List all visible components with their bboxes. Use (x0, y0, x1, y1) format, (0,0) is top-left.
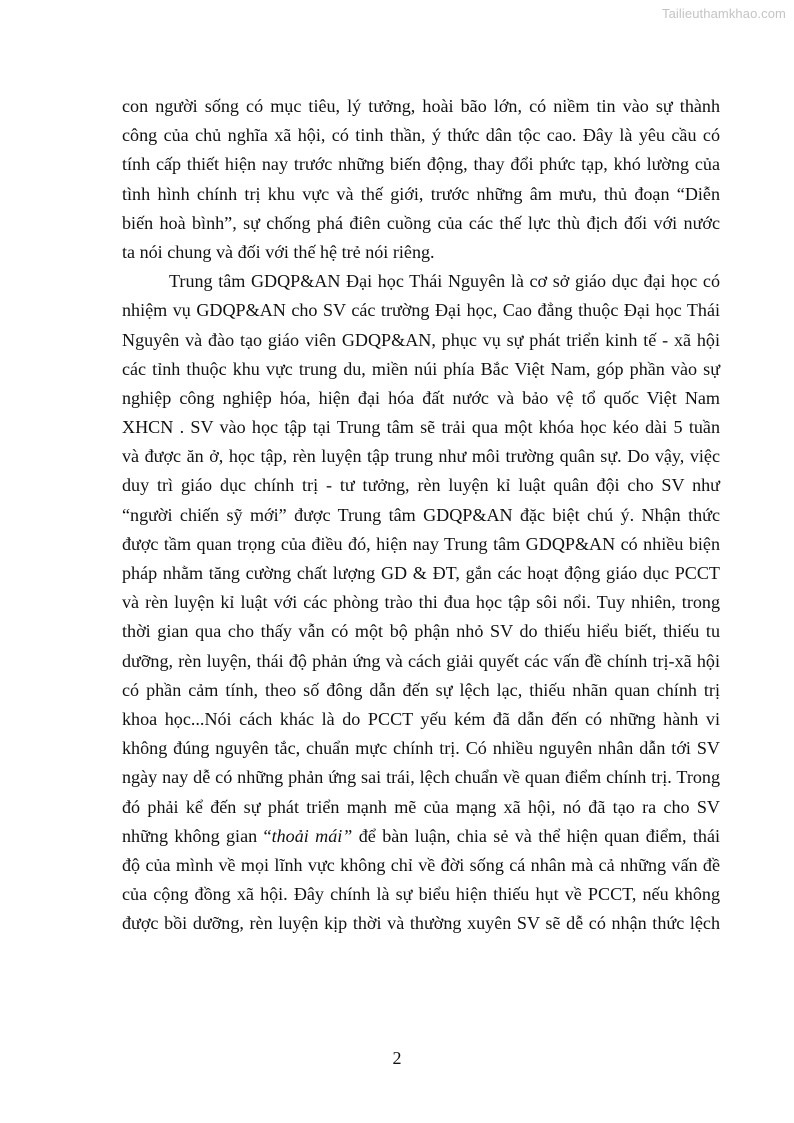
text-line: ta nói chung và đối với thế hệ trẻ nói riêng. (122, 241, 435, 262)
text-line: tình hình chính trị khu vực và thế giới, trước những âm mưu, thủ đoạn “Diễn (122, 183, 720, 204)
text-line: thời gian qua cho thấy vẫn có một bộ phận nhỏ SV do thiếu hiểu biết, thiếu tu (122, 621, 720, 642)
text-line: tính cấp thiết hiện nay trước những biến động, thay đổi phức tạp, khó lường của (122, 154, 720, 175)
watermark: Tailieuthamkhao.com (661, 6, 786, 21)
text-line: được bồi dưỡng, rèn luyện kịp thời và thường xuyên SV sẽ dễ có nhận thức lệch (122, 913, 720, 934)
italic-phrase: thoải mái” (271, 825, 353, 846)
text-line: không đúng nguyên tắc, chuẩn mực chính trị. Có nhiều nguyên nhân dẫn tới SV (122, 738, 720, 759)
text-line: và được ăn ở, học tập, rèn luyện tập trung như môi trường quân sự. Do vậy, việc (122, 446, 720, 467)
text-line: XHCN . SV vào học tập tại Trung tâm sẽ trải qua một khóa học kéo dài 5 tuần (122, 417, 720, 438)
text-segment: những không gian “ (122, 825, 272, 846)
page-number: 2 (392, 1048, 402, 1068)
text-segment: để bàn luận, chia sẻ và thể hiện quan điểm, thái (352, 825, 721, 846)
text-line: Nguyên và đào tạo giáo viên GDQP&AN, phục vụ sự phát triển kinh tế - xã hội (122, 329, 720, 350)
text-line: và rèn luyện kỉ luật với các phòng trào thi đua học tập sôi nổi. Tuy nhiên, trong (122, 592, 720, 613)
text-line: khoa học...Nói cách khác là do PCCT yếu kém đã dẫn đến có những hành vi (122, 708, 720, 729)
text-line: duy trì giáo dục chính trị - tư tưởng, rèn luyện kỉ luật quân đội cho SV như (122, 475, 720, 496)
text-line: biến hoà bình”, sự chống phá điên cuồng của các thế lực thù địch đối với nước (122, 212, 720, 233)
text-line: pháp nhằm tăng cường chất lượng GD & ĐT, gắn các hoạt động giáo dục PCCT (122, 563, 720, 583)
text-line: Trung tâm GDQP&AN Đại học Thái Nguyên là cơ sở giáo dục đại học có (169, 271, 720, 292)
text-line: công của chủ nghĩa xã hội, có tinh thần, ý thức dân tộc cao. Đây là yêu cầu có (122, 125, 720, 146)
text-line: đó phải kể đến sự phát triển mạnh mẽ của mạng xã hội, nó đã tạo ra cho SV (122, 796, 720, 817)
text-line-with-italic (122, 822, 720, 851)
text-line: nghiệp công nghiệp hóa, hiện đại hóa đất nước và bảo vệ tổ quốc Việt Nam (122, 387, 720, 408)
text-line: có phần cảm tính, theo số đông dẫn đến sự lệch lạc, thiếu nhãn quan chính trị (122, 679, 720, 700)
text-line: dưỡng, rèn luyện, thái độ phản ứng và cách giải quyết các vấn đề chính trị-xã hội (122, 650, 720, 671)
text-line: của cộng đồng xã hội. Đây chính là sự biểu hiện thiếu hụt về PCCT, nếu không (122, 884, 720, 905)
text-line: con người sống có mục tiêu, lý tưởng, hoài bão lớn, có niềm tin vào sự thành (122, 96, 720, 116)
text-line: độ của mình về mọi lĩnh vực không chỉ về đời sống cá nhân mà cả những vấn đề (122, 854, 720, 875)
text-line: “người chiến sỹ mới” được Trung tâm GDQP&AN đặc biệt chú ý. Nhận thức (122, 504, 720, 525)
text-line: nhiệm vụ GDQP&AN cho SV các trường Đại học, Cao đẳng thuộc Đại học Thái (122, 300, 720, 321)
body-text (122, 92, 720, 938)
text-line: ngày nay dễ có những phản ứng sai trái, lệch chuẩn về quan điểm chính trị. Trong (122, 767, 720, 788)
text-line: các tỉnh thuộc khu vực trung du, miền núi phía Bắc Việt Nam, góp phần vào sự (122, 358, 720, 379)
text-line: được tầm quan trọng của điều đó, hiện nay Trung tâm GDQP&AN có nhiều biện (122, 533, 720, 554)
